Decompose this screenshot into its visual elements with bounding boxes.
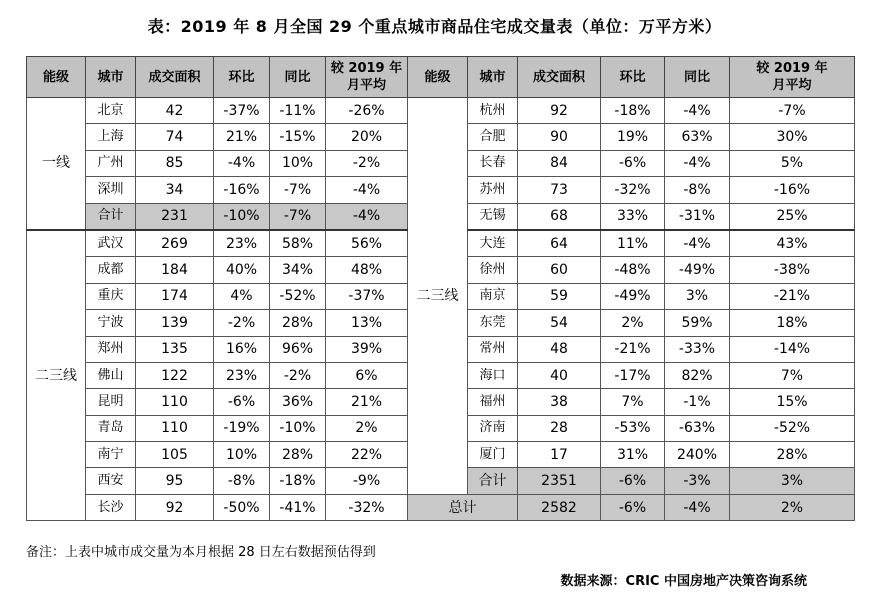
value-cell: 18% (730, 310, 855, 336)
value-cell: 43% (730, 230, 855, 257)
value-cell: -16% (730, 177, 855, 203)
value-cell: 21% (326, 389, 408, 415)
value-cell: -32% (601, 177, 665, 203)
value-cell: -14% (730, 336, 855, 362)
grand-total-value: 2582 (518, 494, 601, 520)
value-cell: -33% (665, 336, 730, 362)
value-cell: 17 (518, 442, 601, 468)
value-cell: -17% (601, 362, 665, 388)
value-cell: 21% (214, 124, 270, 150)
value-cell: -2% (270, 362, 326, 388)
city-cell: 杭州 (468, 98, 518, 124)
city-cell: 成都 (86, 257, 136, 283)
value-cell: -52% (730, 415, 855, 441)
city-cell: 厦门 (468, 442, 518, 468)
value-cell: 2% (326, 415, 408, 441)
column-header: 环比 (601, 57, 665, 98)
column-header: 城市 (468, 57, 518, 98)
value-cell: 34 (136, 177, 214, 203)
city-cell: 常州 (468, 336, 518, 362)
value-cell: 184 (136, 257, 214, 283)
value-cell: 10% (270, 150, 326, 176)
value-cell: 240% (665, 442, 730, 468)
city-cell: 昆明 (86, 389, 136, 415)
column-header: 环比 (214, 57, 270, 98)
value-cell: 59 (518, 283, 601, 309)
grand-total-value: -4% (665, 494, 730, 520)
value-cell: 135 (136, 336, 214, 362)
value-cell: -2% (214, 310, 270, 336)
value-cell: -19% (214, 415, 270, 441)
value-cell: 28% (270, 310, 326, 336)
value-cell: 33% (601, 203, 665, 230)
value-cell: -7% (730, 98, 855, 124)
level-cell: 二三线 (408, 98, 468, 495)
value-cell: 22% (326, 442, 408, 468)
value-cell: -4% (665, 98, 730, 124)
table-row (27, 98, 855, 124)
column-header: 较 2019 年 月平均 (730, 57, 855, 98)
value-cell: -53% (601, 415, 665, 441)
total-value: 2351 (518, 468, 601, 494)
value-cell: 39% (326, 336, 408, 362)
value-cell: -11% (270, 98, 326, 124)
value-cell: 38 (518, 389, 601, 415)
value-cell: 28% (270, 442, 326, 468)
column-header: 同比 (665, 57, 730, 98)
city-cell: 东莞 (468, 310, 518, 336)
city-cell: 郑州 (86, 336, 136, 362)
total-value: 3% (730, 468, 855, 494)
value-cell: 7% (730, 362, 855, 388)
city-cell: 长沙 (86, 494, 136, 520)
value-cell: 15% (730, 389, 855, 415)
value-cell: -50% (214, 494, 270, 520)
value-cell: -16% (214, 177, 270, 203)
value-cell: 40% (214, 257, 270, 283)
value-cell: 269 (136, 230, 214, 257)
value-cell: 13% (326, 310, 408, 336)
value-cell: 84 (518, 150, 601, 176)
value-cell: 7% (601, 389, 665, 415)
value-cell: 90 (518, 124, 601, 150)
value-cell: -1% (665, 389, 730, 415)
value-cell: -7% (270, 203, 326, 230)
value-cell: 2% (601, 310, 665, 336)
value-cell: 82% (665, 362, 730, 388)
value-cell: -18% (270, 468, 326, 494)
value-cell: -21% (730, 283, 855, 309)
city-cell: 海口 (468, 362, 518, 388)
value-cell: -38% (730, 257, 855, 283)
value-cell: 231 (136, 203, 214, 230)
value-cell: -21% (601, 336, 665, 362)
city-cell: 苏州 (468, 177, 518, 203)
value-cell: -10% (270, 415, 326, 441)
value-cell: -26% (326, 98, 408, 124)
value-cell: 23% (214, 362, 270, 388)
value-cell: -63% (665, 415, 730, 441)
value-cell: 174 (136, 283, 214, 309)
city-cell: 南京 (468, 283, 518, 309)
transaction-table (26, 56, 855, 521)
value-cell: 110 (136, 389, 214, 415)
city-cell: 武汉 (86, 230, 136, 257)
city-cell: 无锡 (468, 203, 518, 230)
value-cell: 59% (665, 310, 730, 336)
value-cell: -52% (270, 283, 326, 309)
column-header: 成交面积 (518, 57, 601, 98)
city-cell: 青岛 (86, 415, 136, 441)
value-cell: -8% (214, 468, 270, 494)
value-cell: -6% (214, 389, 270, 415)
city-cell: 深圳 (86, 177, 136, 203)
footnote: 备注：上表中城市成交量为本月根据 28 日左右数据预估得到 (26, 545, 376, 560)
value-cell: -2% (326, 150, 408, 176)
city-cell: 合计 (86, 203, 136, 230)
value-cell: 92 (136, 494, 214, 520)
value-cell: 5% (730, 150, 855, 176)
value-cell: 95 (136, 468, 214, 494)
grand-total-value: 2% (730, 494, 855, 520)
value-cell: -37% (214, 98, 270, 124)
level-cell: 二三线 (27, 230, 86, 521)
value-cell: 56% (326, 230, 408, 257)
value-cell: -48% (601, 257, 665, 283)
value-cell: 54 (518, 310, 601, 336)
value-cell: -41% (270, 494, 326, 520)
value-cell: 48% (326, 257, 408, 283)
value-cell: -31% (665, 203, 730, 230)
value-cell: 74 (136, 124, 214, 150)
value-cell: 122 (136, 362, 214, 388)
total-value: -3% (665, 468, 730, 494)
city-cell: 济南 (468, 415, 518, 441)
city-cell: 广州 (86, 150, 136, 176)
value-cell: 63% (665, 124, 730, 150)
value-cell: -37% (326, 283, 408, 309)
grand-total-value: -6% (601, 494, 665, 520)
value-cell: 96% (270, 336, 326, 362)
value-cell: 34% (270, 257, 326, 283)
value-cell: -4% (326, 203, 408, 230)
value-cell: 10% (214, 442, 270, 468)
city-cell: 重庆 (86, 283, 136, 309)
value-cell: -49% (601, 283, 665, 309)
table-title: 表：2019 年 8 月全国 29 个重点城市商品住宅成交量表（单位：万平方米） (147, 17, 722, 36)
value-cell: 85 (136, 150, 214, 176)
value-cell: 20% (326, 124, 408, 150)
city-cell: 北京 (86, 98, 136, 124)
city-cell: 佛山 (86, 362, 136, 388)
city-cell: 徐州 (468, 257, 518, 283)
value-cell: 25% (730, 203, 855, 230)
value-cell: 58% (270, 230, 326, 257)
value-cell: -6% (601, 150, 665, 176)
value-cell: -32% (326, 494, 408, 520)
value-cell: 139 (136, 310, 214, 336)
value-cell: 3% (665, 283, 730, 309)
value-cell: -10% (214, 203, 270, 230)
value-cell: 6% (326, 362, 408, 388)
column-header: 较 2019 年 月平均 (326, 57, 408, 98)
value-cell: -4% (326, 177, 408, 203)
value-cell: 73 (518, 177, 601, 203)
value-cell: -4% (665, 150, 730, 176)
value-cell: 31% (601, 442, 665, 468)
value-cell: 11% (601, 230, 665, 257)
value-cell: 105 (136, 442, 214, 468)
column-header: 能级 (27, 57, 86, 98)
city-cell: 南宁 (86, 442, 136, 468)
value-cell: 48 (518, 336, 601, 362)
header-row (27, 57, 855, 98)
table-row (27, 494, 855, 520)
value-cell: -4% (665, 230, 730, 257)
value-cell: 64 (518, 230, 601, 257)
value-cell: 110 (136, 415, 214, 441)
value-cell: -49% (665, 257, 730, 283)
data-source: 数据来源：CRIC 中国房地产决策咨询系统 (560, 574, 807, 589)
level-cell: 一线 (27, 98, 86, 230)
column-header: 同比 (270, 57, 326, 98)
city-cell: 西安 (86, 468, 136, 494)
column-header: 能级 (408, 57, 468, 98)
value-cell: 60 (518, 257, 601, 283)
grand-total-label: 总计 (408, 494, 518, 520)
column-header: 城市 (86, 57, 136, 98)
value-cell: -9% (326, 468, 408, 494)
city-cell: 长春 (468, 150, 518, 176)
city-cell: 上海 (86, 124, 136, 150)
value-cell: 92 (518, 98, 601, 124)
value-cell: 42 (136, 98, 214, 124)
value-cell: -7% (270, 177, 326, 203)
value-cell: 28% (730, 442, 855, 468)
value-cell: -18% (601, 98, 665, 124)
city-cell: 大连 (468, 230, 518, 257)
value-cell: 4% (214, 283, 270, 309)
value-cell: -8% (665, 177, 730, 203)
value-cell: 30% (730, 124, 855, 150)
value-cell: -4% (214, 150, 270, 176)
column-header: 成交面积 (136, 57, 214, 98)
city-cell: 福州 (468, 389, 518, 415)
value-cell: 16% (214, 336, 270, 362)
value-cell: 36% (270, 389, 326, 415)
value-cell: 23% (214, 230, 270, 257)
value-cell: 19% (601, 124, 665, 150)
value-cell: 40 (518, 362, 601, 388)
value-cell: 68 (518, 203, 601, 230)
total-label: 合计 (468, 468, 518, 494)
value-cell: 28 (518, 415, 601, 441)
value-cell: -15% (270, 124, 326, 150)
city-cell: 宁波 (86, 310, 136, 336)
city-cell: 合肥 (468, 124, 518, 150)
total-value: -6% (601, 468, 665, 494)
